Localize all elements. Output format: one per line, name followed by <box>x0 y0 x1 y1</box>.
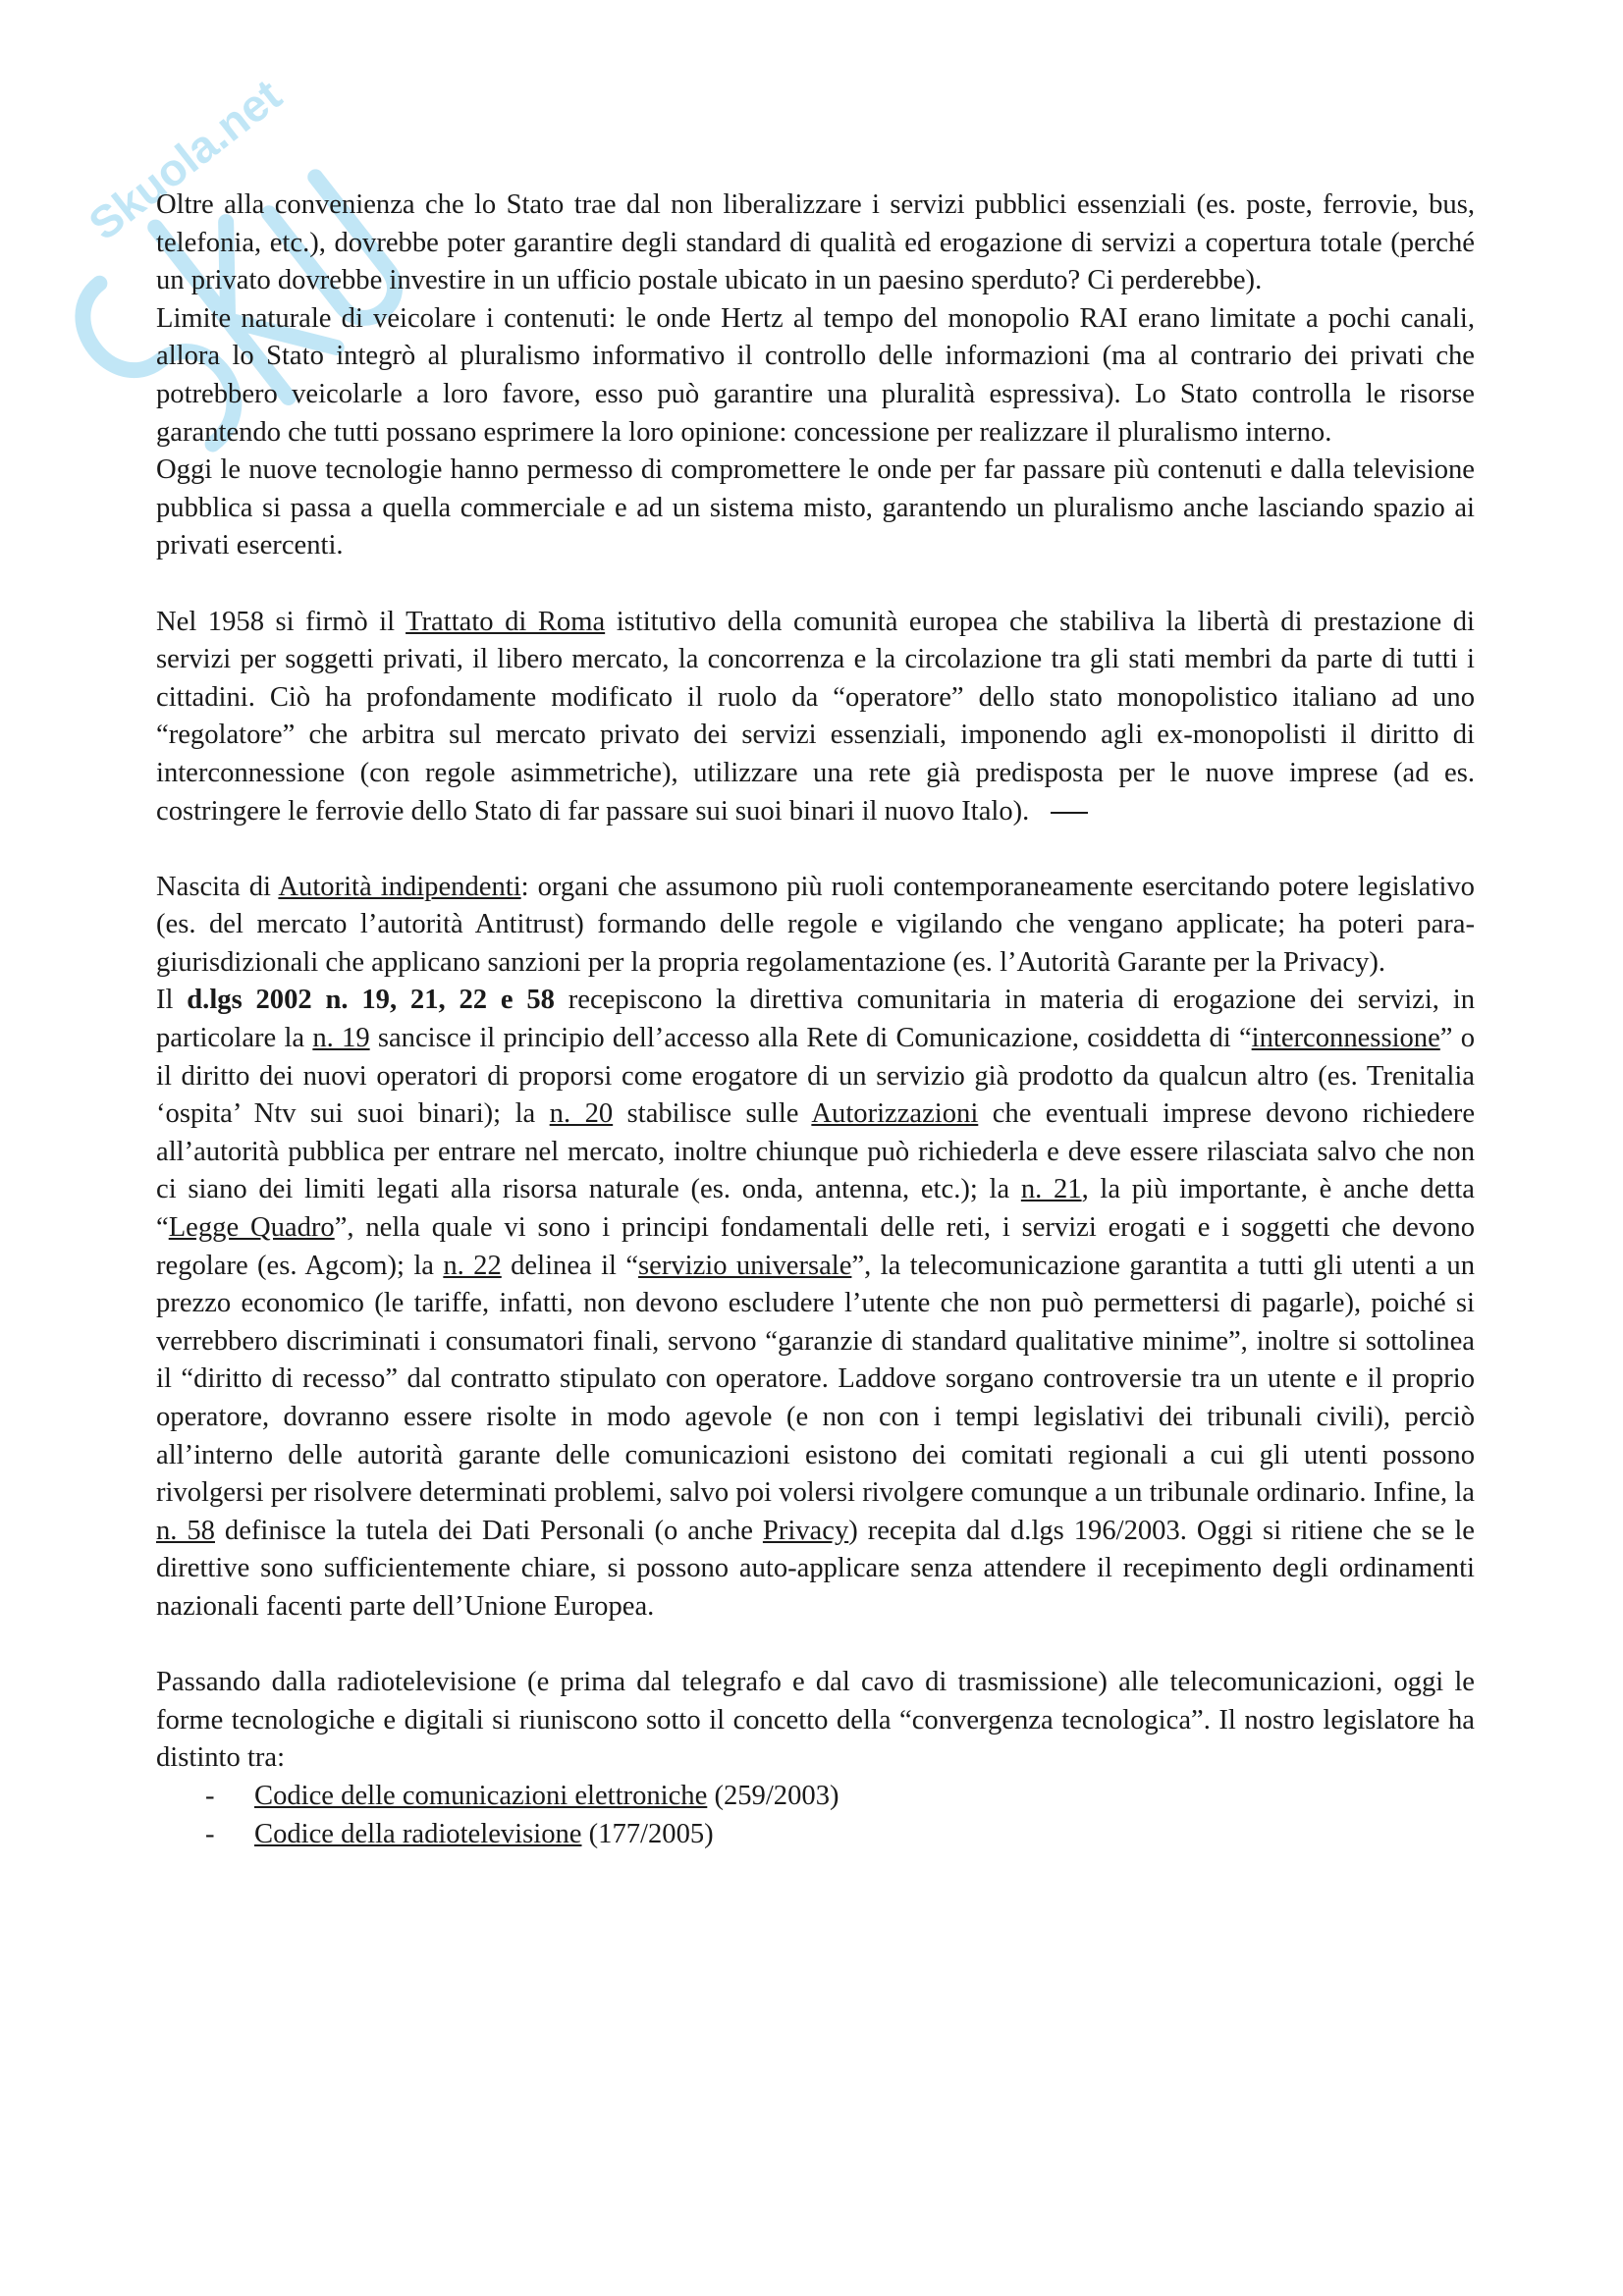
text-run: Il <box>156 985 188 1016</box>
underlined-term-n21: n. 21 <box>1020 1174 1082 1205</box>
underlined-term-n58: n. 58 <box>156 1515 215 1546</box>
code-ref: (177/2005) <box>581 1818 714 1849</box>
text-run: : organi che assumono più ruoli contemporaneamente esercitando potere legislativo (es. del mercato l’autorità Antitrust) formando delle regole e vigilando che vengano applicate; ha poteri para-giurisdizionali che applicano sanzioni per la propria regolamentazione (es. l’Autorità Garante per la Privacy). <box>156 871 1475 978</box>
list-item <box>156 1778 1475 1816</box>
codes-list <box>156 1778 1475 1853</box>
underlined-term-code-name: Codice delle comunicazioni elettroniche <box>254 1780 708 1811</box>
spacer <box>156 565 1475 604</box>
underlined-term-autorizzazioni: Autorizzazioni <box>811 1098 979 1130</box>
underlined-term-n20: n. 20 <box>549 1098 614 1130</box>
bold-term-dlgs: d.lgs 2002 n. 19, 21, 22 e 58 <box>187 985 555 1016</box>
document-page <box>156 187 1475 1853</box>
spacer <box>156 1627 1475 1665</box>
underlined-term-interconnessione: interconnessione <box>1251 1023 1440 1054</box>
underlined-term-privacy: Privacy <box>762 1515 849 1546</box>
text-run: ” o il diritto dei nuovi operatori di proporsi come erogatore di un servizio già prodotto da qualcun altro (es. Trenitalia ‘ospita’ Ntv sui suoi binari); la <box>156 1023 1476 1130</box>
text-run: Nascita di <box>156 871 279 902</box>
paragraph-convergenza: Passando dalla radiotelevisione (e prima dal telegrafo e dal cavo di trasmissione) alle telecomunicazioni, oggi le forme tecnologiche e digitali si riuniscono sotto il concetto della “convergenza tecnologica”. Il nostro legislatore ha distinto tra: <box>156 1667 1475 1774</box>
watermark-brand-text: Skuola.net <box>79 69 291 250</box>
underline-mark <box>1051 812 1088 814</box>
text-run: definisce la tutela dei Dati Personali (o anche <box>214 1515 763 1546</box>
underlined-term-trattato-di-roma: Trattato di Roma <box>406 606 606 637</box>
list-item <box>156 1816 1475 1854</box>
text-run: ) recepita dal d.lgs 196/2003. Oggi si ritiene che se le direttive sono sufficientemente chiare, si possono auto-applicare senza attendere il recepimento degli ordinamenti nazionali facenti parte dell’Unione Europea. <box>156 1515 1476 1622</box>
text-run: recepiscono la direttiva comunitaria in materia di erogazione dei servizi, in particolare la <box>156 985 1475 1054</box>
underlined-term-code-name: Codice della radiotelevisione <box>254 1818 582 1849</box>
text-run: che eventuali imprese devono richiedere all’autorità pubblica per entrare nel mercato, inoltre chiunque può richiederla e deve essere rilasciata salvo che non ci siano dei limiti legati alla risorsa naturale (es. onda, antenna, etc.); la <box>156 1098 1476 1205</box>
underlined-term-servizio-universale: servizio universale <box>638 1250 852 1281</box>
text-run: istitutivo della comunità europea che stabiliva la libertà di prestazione di servizi per soggetti privati, il libero mercato, la concorrenza e la circolazione tra gli stati membri da parte di tutti i cittadini. Ciò ha profondamente modificato il ruolo da “operatore” dello stato monopolistico italiano ad uno “regolatore” che arbitra sul mercato privato dei servizi essenziali, imponendo agli ex-monopolisti il diritto di interconnessione (con regole asimmetriche), utilizzare una rete già predisposta per le nuove imprese (ad es. costringere le ferrovie dello Stato di far passare sui suoi binari il nuovo Italo). <box>156 606 1475 827</box>
text-run: sancisce il principio dell’accesso alla Rete di Comunicazione, cosiddetta di “ <box>369 1023 1252 1054</box>
text-run: Nel 1958 si firmò il <box>156 606 406 637</box>
text-run: stabilisce sulle <box>613 1098 812 1130</box>
text-run: , la più importante, è anche detta “ <box>156 1174 1475 1244</box>
underlined-term-n19: n. 19 <box>312 1023 370 1054</box>
text-run: ”, la telecomunicazione garantita a tutti gli utenti a un prezzo economico (le tariffe, infatti, non devono escludere l’utente che non può permettersi di pagarle), poiché si verrebbero discriminati i consumatori finali, servono “garanzie di standard qualitative minime”, inoltre si sottolinea il “diritto di recesso” dal contratto stipulato con operatore. Laddove sorgano controversie tra un utente e il proprio operatore, dovranno essere risolte in modo agevole (e non con i tempi legislativi dei tribunali civili), perciò all’interno delle autorità garante delle comunicazioni esistono dei comitati regionali a cui gli utenti possono rivolgersi per risolvere determinati problemi, salvo poi volersi rivolgere comunque a un tribunale ordinario. Infine, la <box>156 1250 1475 1509</box>
paragraph-trattato-di-roma <box>156 604 1475 831</box>
paragraph-autorita-indipendenti <box>156 869 1475 983</box>
underlined-term-autorita-indipendenti: Autorità indipendenti <box>278 871 521 902</box>
paragraph-dlgs-2002 <box>156 982 1475 1626</box>
text-run: ”, nella quale vi sono i principi fondamentali delle reti, i servizi erogati e i soggetti che devono regolare (es. Agcom); la <box>156 1212 1475 1281</box>
text-run: delinea il “ <box>501 1250 639 1281</box>
underlined-term-legge-quadro: Legge Quadro <box>168 1212 335 1244</box>
paragraph-limite-naturale: Limite naturale di veicolare i contenuti: le onde Hertz al tempo del monopolio RAI erano limitate a pochi canali, allora lo Stato integrò al pluralismo informativo il controllo delle informazioni (ma al contrario dei privati che potrebbero veicolarle a loro favore, esso può garantire una pluralità espressiva). Lo Stato controlla le risorse garantendo che tutti possano esprimere la loro opinione: concessione per realizzare il pluralismo interno. <box>156 302 1475 448</box>
paragraph-convenienza: Oltre alla convenienza che lo Stato trae dal non liberalizzare i servizi pubblici essenziali (es. poste, ferrovie, bus, telefonia, etc.), dovrebbe poter garantire degli standard di qualità ed erogazione di servizi a copertura totale (perché un privato dovrebbe investire in un ufficio postale ubicato in un paesino sperduto? Ci perderebbe). <box>156 189 1475 296</box>
spacer <box>156 830 1475 869</box>
underlined-term-n22: n. 22 <box>443 1250 502 1281</box>
code-ref: (259/2003) <box>707 1780 839 1811</box>
paragraph-nuove-tecnologie: Oggi le nuove tecnologie hanno permesso di compromettere le onde per far passare più contenuti e dalla televisione pubblica si passa a quella commerciale e ad un sistema misto, garantendo un pluralismo anche lasciando spazio ai privati esercenti. <box>156 454 1475 561</box>
